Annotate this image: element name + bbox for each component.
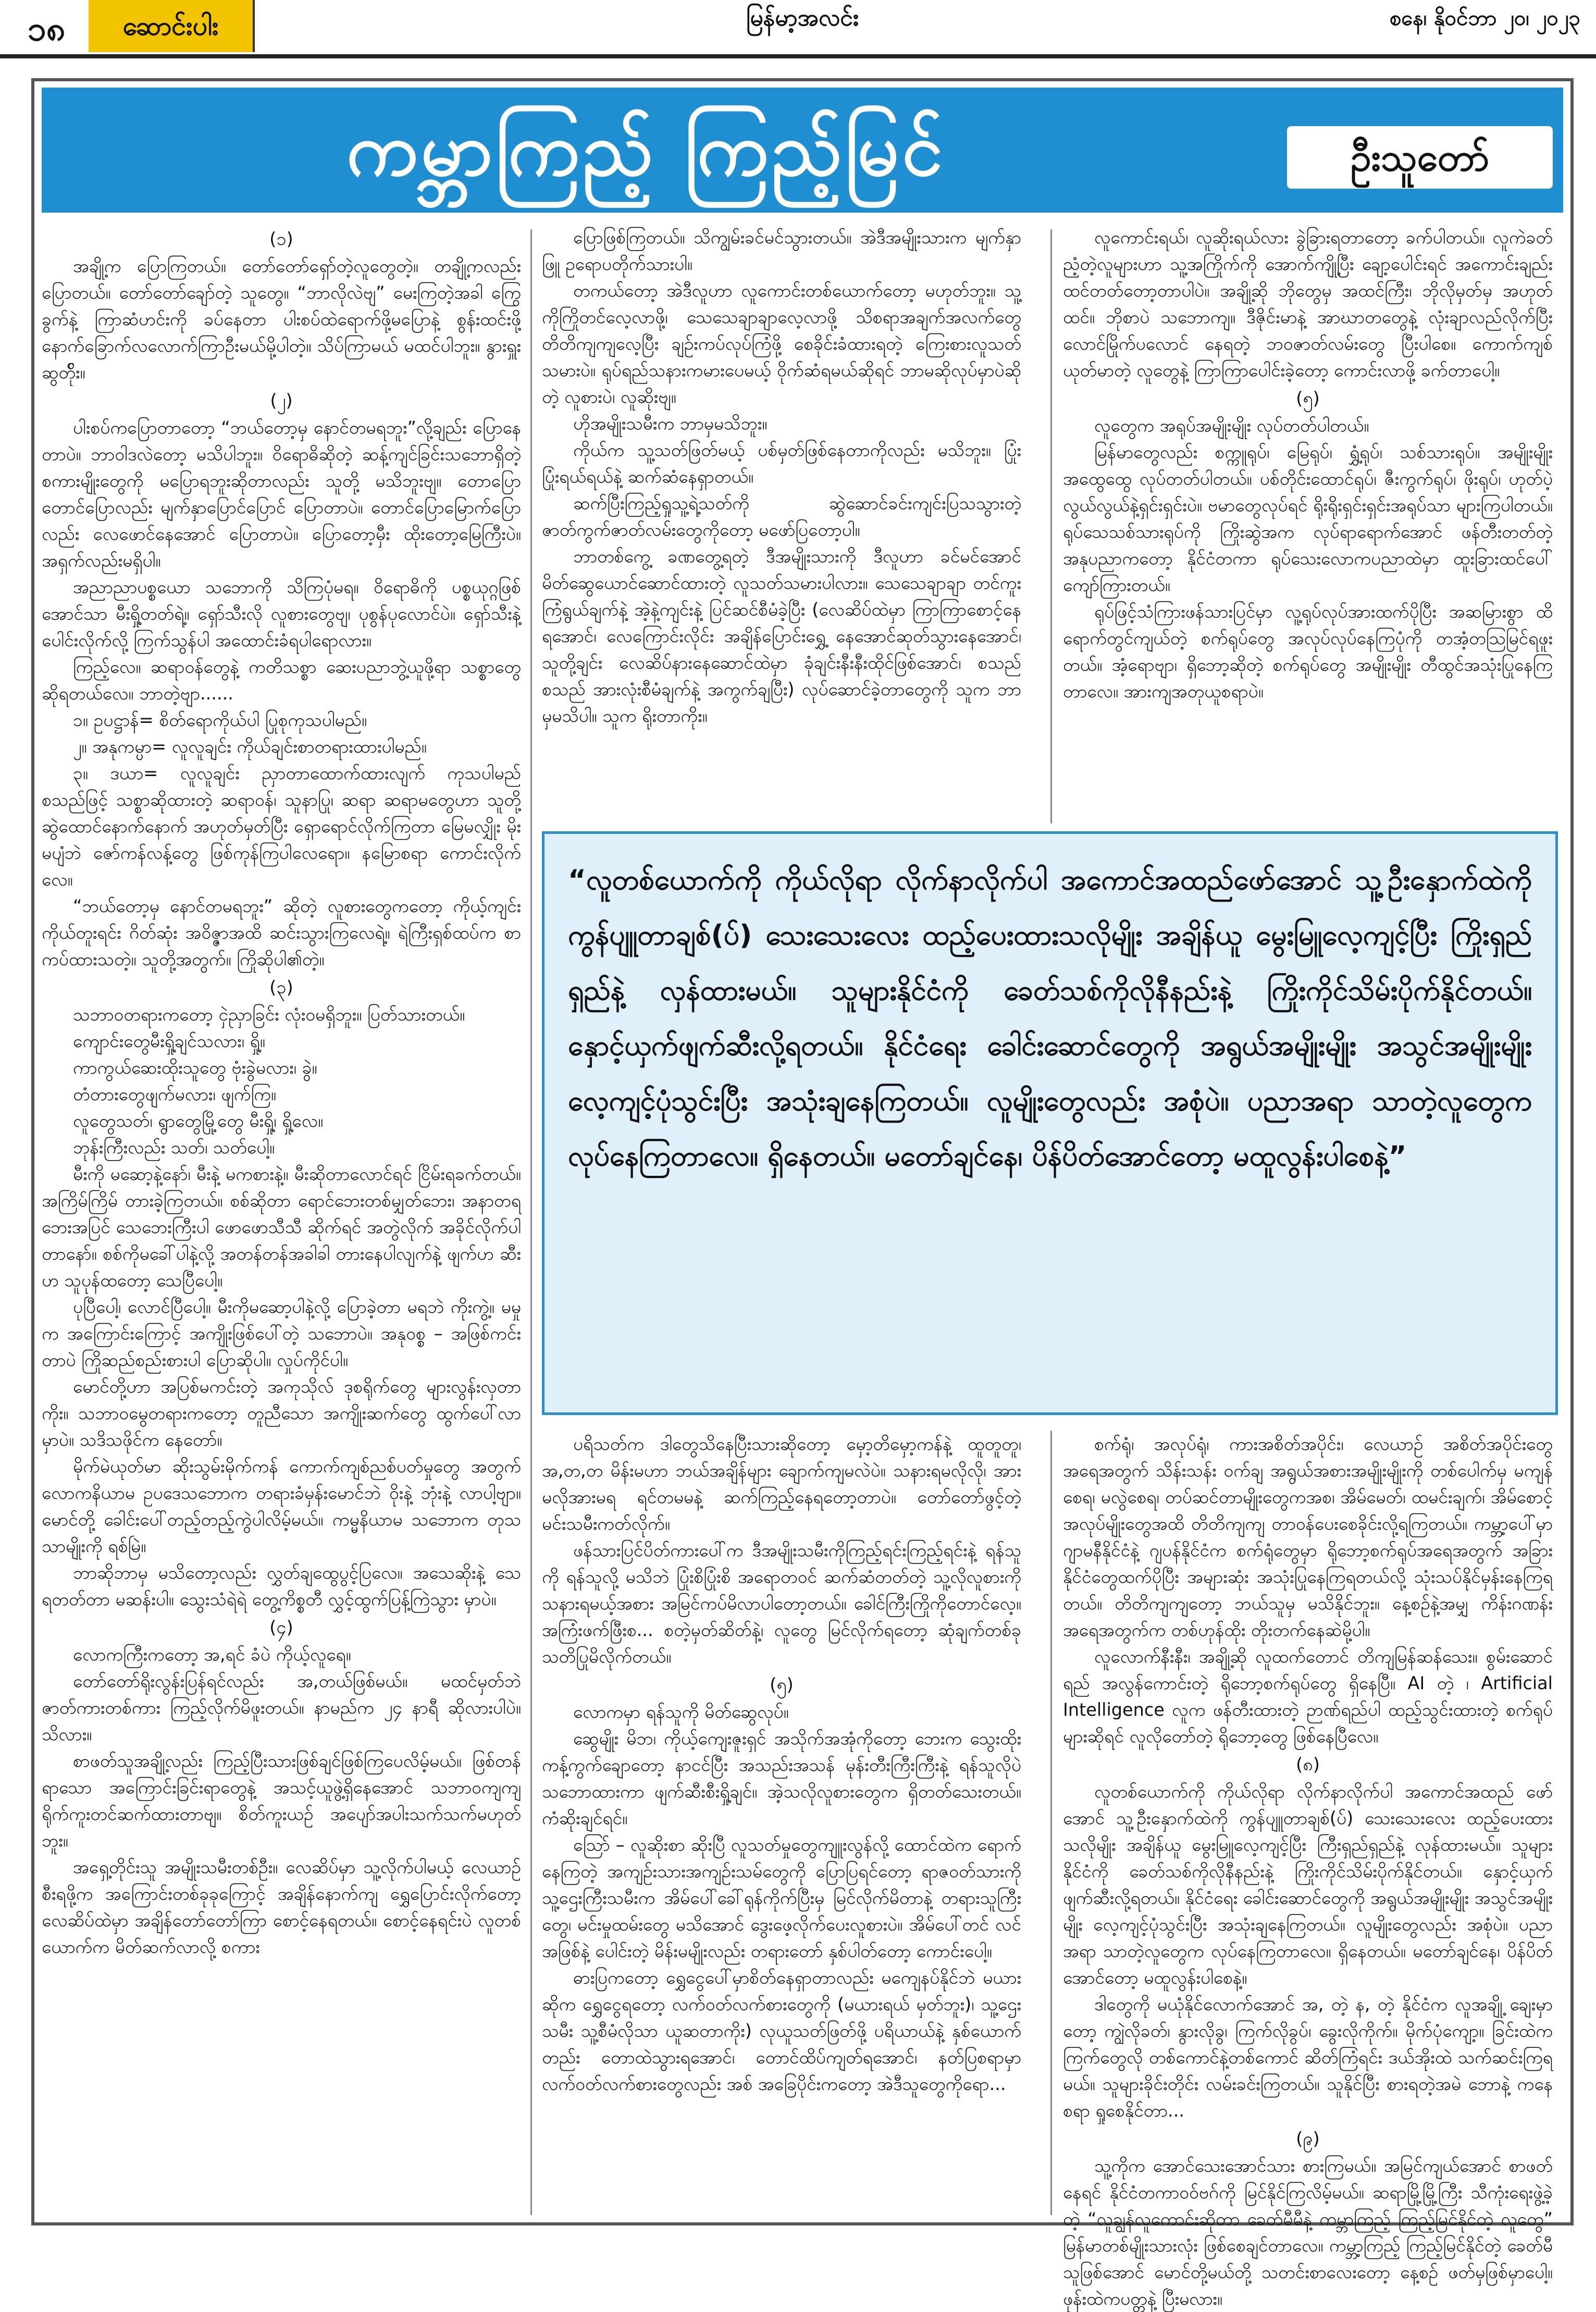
issue-date: စနေ၊ နိုဝင်ဘာ ၂၀၊ ၂၀၂၃ (1389, 6, 1580, 30)
paragraph: လူလောက်နီးနီး၊ အချို့ဆို လူထက်တောင် တိကျမြန်ဆန်သေး။ စွမ်းဆောင်ရည် အလွန်ကောင်းတဲ့ ရိုဘော့စက်ရုပ်တွေ ရှိနေပြီ။ AI တဲ့ ၊ Artificial Intelligence လူက ဖန်တီးထားတဲ့ ဉာဏ်ရည်ပါ ထည့်သွင်းထားတဲ့ စက်ရုပ်များဆိုရင် လူလိုတော်တဲ့ ရိုဘော့တွေ ဖြစ်နေပြီလေ။ (1063, 1646, 1553, 1747)
section-number: (၁) (269, 229, 293, 250)
paragraph: လူတစ်ယောက်ကို ကိုယ်လိုရာ လိုက်နာလိုက်ပါ အကောင်အထည် ဖော်အောင် သူ့ဦးနှောက်ထဲကို ကွန်ပျူတာချစ်(ပ်) သေးသေးလေး ထည့်ပေးထားသလိုမျိုး အချိန်ယူ မွေးမြူလေ့ကျင့်ပြီး ကြီးရှည်ရှည်နဲ့ လုန်ထားမယ်။ သူများနိုင်ငံကို ခေတ်သစ်ကိုလိုနီနည်းနဲ့ ကြိုးကိုင်သိမ်းပိုက်နိုင်တယ်။ နှောင့်ယှက်ဖျက်ဆီးလို့ရတယ်။ နိုင်ငံရေး ခေါင်းဆောင်တွေကို အရွယ်အမျိုးမျိုး အသွင်အမျိုးမျိုး လေ့ကျင့်ပုံသွင်းပြီး အသုံးချနေကြတယ်။ လူမျိုးတွေလည်း အစုံပဲ။ ပညာအရာ သာတဲ့လူတွေက လုပ်နေကြတာလေ။ ရှိနေတယ်။ မတော်ချင်နေ၊ ပိန်ပိတ်အောင်တော့ မထူလွန်းပါစေနဲ့။ (1063, 1781, 1553, 1988)
section-number: (၅) (1296, 388, 1320, 409)
paragraph: မောင်တို့ဟာ အပြစ်မကင်းတဲ့ အကုသိုလ် ဒုစရိုက်တွေ များလွန်းလှတာကိုး။ သဘာဝမွေတရားကတော့ တူညီသော အကျိုးဆက်တွေ ထွက်ပေါ်လာမှာပဲ။ သဒိသဖိုင်က နေတော်။ (42, 1376, 521, 1450)
section-number: (၂) (270, 390, 293, 411)
paragraph: အညာညာပစ္စယော သဘောကို သိကြပုံမရ။ ဝိရောဓိကို ပစ္စယုဂ္ဂဖြစ်အောင်သာ မီးရှို့တတ်ရဲ့။ ရှော်သီးလို လူစားတွေဗျ၊ ပုစွန်ပုလောင်ပဲ။ ရှော်သီးနဲ့ ပေါင်းလိုက်လို့ ကြက်သွန်ပါ အထောင်းခံရပါရောလား။ (42, 577, 521, 650)
paragraph: တကယ်တော့ အဲဒီလူဟာ လူကောင်းတစ်ယောက်တော့ မဟုတ်ဘူး။ သူ့ကိုကြိုတင်လေ့လာဖို့၊ သေသေချာချာလေ့လာဖို့ သိစရာအချက်အလက်တွေ တိတိကျကျလေ့ပြီး ချဉ်းကပ်လုပ်ကြံဖို့ စေခိုင်းခံထားရတဲ့ ကြေးစားလူသတ်သမားပဲ။ ရုပ်ရည်သနားကမားပေမယ့် ဝိုက်ဆံရမယ်ဆိုရင် ဘာမဆိုလုပ်မှာပဲဆိုတဲ့ လူစားပဲ၊ လူဆိုးဗျ။ (542, 280, 1021, 407)
paragraph: အရှေ့တိုင်းသူ အမျိုးသမီးတစ်ဦး။ လေဆိပ်မှာ သူ့လိုက်ပါမယ့် လေယာဉ်စီးရဖို့က အကြောင်းတစ်ခုခုကြောင့် အချိန်နောက်ကျ ရွှေပြောင်းလိုက်တော့ လေဆိပ်ထဲမှာ အချိန်တော်တော်ကြာ စောင့်နေရတယ်။ စောင့်နေရင်းပဲ လူတစ်ယောက်က မိတ်ဆက်လာလို့ စကား (42, 1857, 521, 1957)
paragraph: ကြည့်လေ။ ဆရာဝန်တွေနဲ့ ကတိသစ္စာ ဆေးပညာဘွဲ့ယူဖို့ရာ သစ္စာတွေဆိုရတယ်လေ။ ဘာတဲ့ဗျာ...... (42, 657, 521, 704)
header-rule (0, 54, 1596, 58)
section-number: (၃) (269, 977, 293, 998)
column-divider (1050, 1431, 1052, 2215)
paragraph: ပါးစပ်ကပြောတာတော့ “ဘယ်တော့မှ နောင်တမရဘူး”လို့ချည်း ပြောနေတာပဲ။ ဘာဝါဒလဲတော့ မသိပါဘူး။ ဝိရောဓိဆိုတဲ့ ဆန့်ကျင်ခြင်းသဘောရှိတဲ့ စကားမျိုးတွေကို မပြောရဘူးဆိုတာလည်း သူတို့ မသိဘူးဗျ။ တောပြောတောင်ပြောလည်း မျက်နှာပြောင်ပြောင် ပြောတာပဲ။ တောင်ပြောမြောက်ပြောလည်း လေဖောင်နေအောင် ပြောတာပဲ။ ပြောတော့မှီး ထိုးတော့မြေကြီးပဲ။ အရှက်လည်းမရှိပါ။ (42, 417, 521, 571)
paragraph: ပြောဖြစ်ကြတယ်။ သိကျွမ်းခင်မင်သွားတယ်။ အဲဒီအမျိုးသားက မျက်နှာဖြူ ဥရောပတိုက်သားပါ။ (542, 227, 1021, 274)
paragraph: စာဖတ်သူအချို့လည်း ကြည့်ပြီးသားဖြစ်ချင်ဖြစ်ကြပေလိမ့်မယ်။ ဖြစ်တန်ရာသော အကြောင်းခြင်းရာတွေနဲ့ အသင့်ယူဖွဲ့ရှိနေအောင် သဘာဝကျကျ ရိုက်ကူးတင်ဆက်ထားတာဗျ။ စိတ်ကူးယဉ် အပျော်အပါးသက်သက်မဟုတ်ဘူး။ (42, 1751, 521, 1851)
paragraph: ကာကွယ်ဆေးထိုးသူတွေ ဗုံးခွဲမလား၊ ခွဲ။ (73, 1057, 317, 1078)
paragraph: ဘာတစ်ကွေ့ ခဏတွေ့ရတဲ့ ဒီအမျိုးသားကို ဒီလူဟာ ခင်မင်အောင် မိတ်ဆွေယောင်ဆောင်ထားတဲ့ လူသတ်သမားပါလား။ သေသေချာချာ တင်ကူးကြံရွယ်ချက်နဲ့ အဲ့နဲ့ကျင်းနဲ့ ပြင်ဆင်စီမံခဲ့ပြီး (လေဆိပ်ထဲမှာ ကြာကြာစောင့်နေရအောင်၊ လေကြောင်းလိုင်း အချိန်ပြောင်းရွှေ့ နေအောင်ဆုတ်သွားနေအောင်၊ သူတို့ချင်း လေဆိပ်နားနေဆောင်ထဲမှာ ခုံချင်းနီးနီးထိုင်ဖြစ်အောင်၊ စသည်စသည် အားလုံးစီမံချက်နဲ့ အကွက်ချပြီး) လုပ်ဆောင်ခဲ့တာတွေကို သူက ဘာမှမသိပါ။ သူက ရိုးတာကိုး။ (542, 546, 1021, 726)
paragraph: မိုက်မဲယုတ်မာ ဆိုးသွမ်းမိုက်ကန် ကောက်ကျစ်ညစ်ပတ်မှုတွေ အတွက် လောကနိယာမ ဥပဒေသဘောက တရားခံမှန်းမောင်ဘဲ ဝိုးနဲ့ ဘုံးနဲ့ လာပါ့ဗျာ။ မောင်တို့ ခေါင်းပေါ်တည့်တည့်ကွဲပါလိမ့်မယ်။ ကမ္မနိယာမ သဘောက တုသသာမျိုးကို ရစ်မြဲ။ (42, 1456, 521, 1556)
article-column-1 (42, 224, 521, 2220)
newspaper-name: မြန်မာ့အလင်း (746, 5, 859, 31)
paragraph: ၁။ ဥပဋ္ဌာန်= စိတ်ရောကိုယ်ပါ ပြုစုကုသပါမည်။ (73, 710, 367, 730)
section-label: ဆောင်းပါး (89, 0, 255, 52)
paragraph: ၂။ အနုကမ္ပာ= လူလူချင်း ကိုယ်ချင်းစာတရားထားပါမည်။ (73, 736, 427, 757)
paragraph: မြန်မာတွေလည်း စက္ကူရုပ်၊ မြေရုပ်၊ ရွှံ့ရုပ်၊ သစ်သားရုပ်။ အမျိုးမျိုး အထွေထွေ လုပ်တတ်ပါတယ်။ ပစ်တိုင်းထောင်ရုပ်၊ ဇီးကွက်ရုပ်၊ ဖိုးရုပ်၊ ဟုတ်ပဲ့ လွယ်လွယ်နဲ့ရှင်းရှင်းပဲ။ ဗမာတွေလုပ်ရင် ရိုးရိုးရှင်းရှင်းအရုပ်သာ များကြပါတယ်။ ရုပ်သေသစ်သားရုပ်ကို ကြိုးဆွဲအက လုပ်ရာရောက်အောင် ဖန်တီးတတ်တဲ့ အနုပညာကတော့ နိုင်ငံတကာ ရုပ်သေးလောကပညာထဲမှာ ထူးခြားထင်ပေါ်ကျော်ကြားတယ်။ (1063, 442, 1553, 595)
author-byline: ဦးသူတော် (1287, 126, 1553, 189)
paragraph: ဆက်ပြီးကြည့်ရှုသူ့ရဲ့သတ်ကို ဆွဲဆောင်ခင်းကျင်းပြသသွားတဲ့ ဇာတ်ကွက်ဇာတ်လမ်းတွေကိုတော့ မဖော်ပြတော့ပါ။ (542, 493, 1021, 540)
section-number: (၈) (1296, 1754, 1320, 1775)
page-number: ၁၈ (27, 10, 66, 48)
paragraph: ဘာဆိုဘာမှ မသိတော့လည်း လွှတ်ချထွေပွင့်ပြလေ။ အသေဆိုးနဲ့ သေရတတ်တာ မဆန်းပါ။ သွေးသံရဲရဲ တွေ့ကိစ္စတီ လွှင့်ထွက်ပြန့်ကြဲသွား မှာပဲ။ (42, 1563, 521, 1609)
paragraph: စက်ရုံ၊ အလုပ်ရုံ၊ ကားအစိတ်အပိုင်း၊ လေယာဉ် အစိတ်အပိုင်းတွေ အရေအတွက် သိန်းသန်း ဝက်ချ အရွယ်အစားအမျိုးမျိုးကို တစ်ပေါက်မှ မကျန်စေရ၊ မလွဲစေရ၊ တပ်ဆင်တာမျိုးတွေကအစ၊ အိမ်မေတ်၊ ထမင်းချက်၊ အိမ်စောင့် အလုပ်မျိုးတွေအထိ တိတိကျကျ တာဝန်ပေးစေခိုင်းလို့ရကြတယ်။ ကမ္ဘာ့ပေါ်မှာ ဂျာမနီနိုင်ငံနဲ့ ဂျပန်နိုင်ငံက စက်ရုံတွေမှာ ရိုဘော့စက်ရုပ်အရေအတွက် အခြားနိုင်ငံတွေထက်ပိုပြီး အများဆုံး အသုံးပြုနေကြရတယ်လို့ သုံးသပ်နိုင်မှန်းနေကြရတယ်။ တိတိကျကျတော့ ဘယ်သူမှ မသိနိုင်ဘူး။ နေ့စဉ်နဲ့အမျှ ကိန်းဂဏန်း အရေအတွက်က တစ်ဟုန်ထိုး တိုးတက်နေဆဲမို့ပါ။ (1063, 1434, 1553, 1640)
paragraph: ရုပ်ဖြင့်သံကြားဖန်သားပြင်မှာ လူ့ရုပ်လုပ်အားထက်ပိုပြီး အဆမြားစွာ ထိရောက်တွင်ကျယ်တဲ့ စက်ရုပ်တွေ အလုပ်လုပ်နေကြပုံကို တအံ့တသြမြင်ရဖူးတယ်။ အံ့ရောဗျာ၊ ရှိဘော့ဆိုတဲ့ စက်ရုပ်တွေ အမျိုးမျိုး တီထွင်အသုံးပြုနေကြတာလေ။ အားကျအတုယူစရာပဲ။ (1063, 601, 1553, 702)
paragraph: “ဘယ်တော့မှ နောင်တမရဘူး” ဆိုတဲ့ လူစားတွေကတော့ ကိုယ့်ကျင်းကိုယ်တူးရင်း ဂိတ်ဆုံး အဝိဇ္ဇာအထိ ဆင်းသွားကြလေရဲ့။ ရဲကြီးရှစ်ထပ်က စာကပ်ထားသတဲ့။ သူတို့အတွက်။ ကြိုဆိုပါ၏တဲ့။ (42, 896, 521, 969)
pull-quote: “လူတစ်ယောက်ကို ကိုယ်လိုရာ လိုက်နာလိုက်ပါ အကောင်အထည်ဖော်အောင် သူ့ဦးနှောက်ထဲကို ကွန်ပျူတာချစ်(ပ်) သေးသေးလေး ထည့်ပေးထားသလိုမျိုး အချိန်ယူ မွေးမြူလေ့ကျင့်ပြီး ကြိုးရှည်ရှည်နဲ့ လှန်ထားမယ်။ သူများနိုင်ငံကို ခေတ်သစ်ကိုလိုနီနည်းနဲ့ ကြိုးကိုင်သိမ်းပိုက်နိုင်တယ်။ နှောင့်ယှက်ဖျက်ဆီးလို့ရတယ်။ နိုင်ငံရေး ခေါင်းဆောင်တွေကို အရွယ်အမျိုးမျိုး အသွင်အမျိုးမျိုး လေ့ကျင့်ပုံသွင်းပြီး အသုံးချနေကြတယ်။ လူမျိုးတွေလည်း အစုံပဲ။ ပညာအရာ သာတဲ့လူတွေက လုပ်နေကြတာလေ။ ရှိနေတယ်။ မတော်ချင်နေ၊ ပိန်ပိတ်အောင်တော့ မထူလွန်းပါစေနဲ့” (568, 864, 1532, 1172)
paragraph: ဘုန်းကြီးလည်း သတ်၊ သတ်ပေါ့။ (73, 1137, 275, 1158)
paragraph: ပရိသတ်က ဒါတွေသိနေပြီးသားဆိုတော့ မှော့တိမှော့ကန်နဲ့ ထူတူတူ၊ အ,တ,တ မိန်းမဟာ ဘယ်အချိန်များ ချောက်ကျမလဲပဲ။ သနားရမလိုလို၊ အားမလိုအားမရ ရင်တမမနဲ့ ဆက်ကြည့်နေရတော့တာပဲ။ တော်တော်ဖွင့်တဲ့ မင်းသမီးကတ်လိုက်။ (542, 1434, 1021, 1534)
paragraph: လူတွေသတ်၊ ရွာတွေမြို့တွေ မီးရှို့၊ ရှို့လေ။ (73, 1111, 324, 1131)
page-header (0, 0, 1596, 58)
paragraph: လောကမှာ ရန်သူကို မိတ်ဆွေလုပ်။ (573, 1702, 789, 1722)
paragraph: ဩော် – လူဆိုးစာ ဆိုးပြီ လူသတ်မှုတွေကျူးလွန်လို့ ထောင်ထဲက ရောက်နေကြတဲ့ အကျဉ်းသားအကျဉ်းသမ်တွေကို ပြောပြရင်တော့ ရာဇဝတ်သားကို သူ့ဌေးကြီးသမီးက အိမ်ပေါ်ခေါ်ရုန်ကိုက်ပြီးမှ မြင်လိုက်မိတာနဲ့ တရားသူကြီးတွေ၊ မင်းမှုထမ်းတွေ မသိအောင် ဒွေးဖေ့လိုက်ပေးလူစားပဲ။ အိမ်ပေါ်တင် လင်အဖြစ်နဲ့ ပေါင်းတဲ့ မိန်းမမျိုးလည်း တရားတော် နှစ်ပါတ်တော့ ကောင်းပေါ့။ (542, 1835, 1021, 1961)
paragraph: သဘာဝတရားကတော့ ငှဲညှာခြင်း လုံးဝမရှိဘူး။ ပြတ်သားတယ်။ (73, 1004, 465, 1025)
paragraph: ၃။ ဒယာ= လူလူချင်း ညှာတာထောက်ထားလျက် ကုသပါမည် စသည်ဖြင့် သစ္စာဆိုထားတဲ့ ဆရာဝန်၊ သူနာပြု၊ ဆရာ ဆရာမတွေဟာ သူတို့ဆွဲထောင်နောက်နောက် အဟုတ်မှတ်ပြီး ရှောရောင်လိုက်ကြတာ မြေမလျှိုး မိုးမပျံဘဲ ဇော်ကန်လန့်တွေ ဖြစ်ကုန်ကြပါလေရော။ နမြောစရာ ကောင်းလိုက်လေ။ (42, 763, 521, 890)
paragraph: ကျောင်းတွေမီးရှို့ချင်သလား၊ ရှို့။ (73, 1031, 265, 1051)
paragraph: မီးကို မဆော့နဲ့နော်၊ မီးနဲ့ မကစားနဲ့။ မီးဆိုတာလောင်ရင် ငြိမ်းရခက်တယ်။ အကြိမ်ကြိမ် တားခဲ့ကြတယ်။ စစ်ဆိုတာ ရောင်ဘေးတစ်မျှတ်ဘေး၊ အနာတရဘေးအပြင် သေဘေးကြီးပါ ဖောဖောသီသီ ဆိုက်ရင် အတွဲလိုက် အခိုင်လိုက်ပါတာနော်။ စစ်ကိုမခေါ်ပါနဲ့လို့ အတန်တန်အခါခါ တားနေပါလျက်နဲ့ ဖျက်ဟ ဆီးဟ သူပုန်ထတော့ သေပြီပေါ့။ (42, 1164, 521, 1290)
paragraph: ဆွေမျိုး မိဘ၊ ကိုယ့်ကျေးဇူးရှင် အသိုက်အအုံကိုတော့ ဘေးက သွေးထိုးကန့်ကွက်ချောတော့ နာငင်ပြီး အသည်းအသန် မုန်းတီးကြီးကြီးနဲ့ ရန်သူလိုပဲ သဘောထားကာ ဖျက်ဆီးစီးရှို့ချင်။ အဲ့သလိုလူစားတွေက ရှိတတ်သေးတယ်။ ကံဆိုးချင်ရင်။ (542, 1728, 1021, 1828)
paragraph: အချို့က ပြောကြတယ်။ တော်တော်ရှော်တဲ့လူတွေတဲ့။ တချို့ကလည်း ပြောတယ်။ တော်တော်ချော်တဲ့ သူတွေ။ “ဘာလိုလဲဗျ” မေးကြတဲ့အခါ ကြွေခွက်နဲ့ ကြာဆံဟင်းကို ခပ်နေတာ ပါးစပ်ထဲရောက်ဖို့မပြောနဲ့ စွန်းထင်းဖို့ နောက်ခြောက်လလောက်ကြာဦးမယ်မို့ပါတဲ့။ သိပ်ကြာမယ် မထင်ပါဘူး။ နွားရှူးဆွတ်ိုး။ (42, 256, 521, 383)
paragraph: တံတားတွေဖျက်မလား၊ ဖျက်ကြ။ (73, 1084, 277, 1104)
paragraph: ကိုယ်က သူ့သတ်ဖြတ်မယ့် ပစ်မှတ်ဖြစ်နေတာကိုလည်း မသိဘူး။ ပြုံးပြုံးရယ်ရယ်နဲ့ ဆက်ဆံနေရှာတယ်။ (542, 440, 1021, 487)
paragraph: ဖန်သားပြင်ပိတ်ကားပေါ်က ဒီအမျိုးသမီးကိုကြည့်ရင်းကြည့်ရင်းနဲ့ ရန်သူကို ရန်သူလို့ မသိဘဲ ပြုံးစိပြုံးစိ အရောတဝင် ဆက်ဆံတတ်တဲ့ သူ့လိုလူစားကို သနားရမယ့်အစား အမြင်ကပ်မိလာပါတော့တယ်။ ခေါင်ကြီးကြိုကိုတောင်လေ့။ အကြံးဖက်ဖြီးစ... စတဲ့မှတ်ဆိတ်နဲ့၊ လူတွေ မြင်လိုက်ရတော့ ဆုံချက်တစ်ခု သတိပြုမိလိုက်တယ်။ (542, 1540, 1021, 1667)
article-column-3-bottom (1063, 1431, 1553, 2309)
paragraph: တော်တော်ရိုးလွန်းပြန်ရင်လည်း အ,တယ်ဖြစ်မယ်။ မထင်မှတ်ဘဲ ဇာတ်ကားတစ်ကား ကြည့်လိုက်မိဖူးတယ်။ နာမည်က ၂၄ နာရီ ဆိုလားပါပဲ။ သိလား။ (42, 1671, 521, 1744)
article-column-2-top (542, 224, 1021, 823)
title-banner (42, 88, 1563, 213)
pull-quote-box (542, 831, 1558, 1415)
section-number: (၅) (770, 1675, 794, 1695)
section-number: (၄) (269, 1617, 293, 1638)
paragraph: ဟိုအမျိုးသမီးက ဘာမှမသိဘူး။ (573, 413, 768, 434)
paragraph: ဒါတွေကို မယုံနိုင်လောက်အောင် အ, တဲ့ န, တဲ့ နိုင်ငံက လူအချို့ ချေးမှာတော့ ကျွဲလိုခတ်၊ နွားလိုခွ၊ ကြက်လိုခွပ်၊ ခွေးလိုကိုက်။ မိုက်ပုံကျော့။ ခြင်းထဲကကြက်တွေလို တစ်ကောင်နဲ့တစ်ကောင် ဆိတ်ကြံရင်း ဒယ်အိုးထဲ သက်ဆင်းကြရမယ်။ သူများခိုင်းတိုင်း လမ်းခင်းကြတယ်။ သူနိုင်ပြီး စားရတဲ့အမဲ ဘောနဲ့ ကနေစရာ ရှုစေနိုင်တာ... (1063, 1994, 1553, 2121)
paragraph: လူကောင်းရယ်၊ လူဆိုးရယ်လား ခွဲခြားရတာတော့ ခက်ပါတယ်။ လူကဲခတ်ညံ့တဲ့လူများဟာ သူ့အကြိုက်ကို အောက်ကျို့ပြီး ချော့ပေါင်းရင် အကောင်းချည်း ထင်တတ်တော့တာပါပဲ။ အချို့ဆို ဘိုတွေမှ အထင်ကြီး၊ ဘိုလိုမှတ်မှ အဟုတ်ထင်။ ဘိုစာပဲ သဘောကျ။ ဒီဇိုင်းမာနဲ့ အာဃာတတွေနဲ့ လုံးချာလည်လိုက်ပြီး လောင်မြိုက်ပလောင် နေရတဲ့ ဘဝဇာတ်လမ်းတွေ ပြီးပါစေ။ ကောက်ကျစ်ယုတ်မာတဲ့ လူတွေနဲ့ ကြာကြာပေါင်းခဲ့တော့ ကောင်းလာဖို့ ခက်တာပေါ့။ (1063, 227, 1553, 380)
paragraph: ပုပြီပေါ့၊ လောင်ပြီပေါ့။ မီးကိုမဆော့ပါနဲ့လို့ ပြောခဲ့တာ မရဘဲ ကိုးကွဲ့။ မမှုက အကြောင်းကြောင့် အကျိုးဖြစ်ပေါ်တဲ့ သဘောပဲ။ အနုဝစ္စ – အဖြစ်ကင်းတာပဲ ကြိုဆည်စည်းစားပါ ပြောဆိုပါ။ လှုပ်ကိုင်ပါ။ (42, 1297, 521, 1370)
paragraph: ဓားပြကတော့ ရွှေငွေပေါ်မှာစိတ်နေရှာတာလည်း မကျေနပ်နိုင်ဘဲ မယားဆိုက ရွှေငွေရတော့ လက်ဝတ်လက်စားတွေကို (မယားရယ် မှတ်ဘူး)၊ သူ့ဌေးသမီး သူ့စီမံလိုသာ ယူဆတာကိုး) လုယူသတ်ဖြတ်ဖို့ ပရိယာယ်နဲ့ နှစ်ယောက်တည်း တောထဲသွားရအောင်၊ တောင်ထိပ်ကျတ်ရအောင်၊ နတ်ပြစရာမှာ လက်ဝတ်လက်စားတွေလည်း အစ် အခြေပိုင်းကတော့ အဲဒီသူတွေကိုရော... (542, 1967, 1021, 2094)
article-column-2-bottom (542, 1431, 1021, 2223)
paragraph: သူ့ကိုက အောင်သေးအောင်သား စားကြမယ်။ အမြင်ကျယ်အောင် စာဖတ်နေရင် နိုင်ငံတကာဝဝ်ဗဂ်ကို မြင်နိုင်ကြလိမ့်မယ်။ ဆရာမြို့မြို့ကြီး သီကုံးရေးဖွဲ့ခဲ့တဲ့ “လူချွန်လူကောင်းဆိုတာ ခေတ်မီမီနဲ့ ကမ္ဘာကြည့် ကြည့်မြင်နိုင်တဲ့ လူတွေ” မြန်မာတစ်မျိုးသားလုံး ဖြစ်စေချင်တာလေ။ ကမ္ဘာ့ကြည့် ကြည့်မြင်နိုင်တဲ့ ခေတ်မီသူဖြစ်အောင် မောင်တို့မယ်တို့ သတင်းစာလေးတော့ နေ့စဉ် ဖတ်မှဖြစ်မှာပေါ့။ ဖုန်းထဲကပတ္တနဲ့ ပြီးမလား။ (1063, 2156, 1553, 2309)
section-number: (၉) (1296, 2129, 1320, 2149)
article-title: ကမ္ဘာကြည့် ကြည့်မြင် (346, 107, 946, 192)
article-column-3-top (1063, 224, 1553, 823)
paragraph: လောကကြီးကတော့ အ,ရင် ခံပဲ ကိုယ့်လူရေ။ (73, 1644, 351, 1665)
paragraph: လူတွေက အရုပ်အမျိုးမျိုး လုပ်တတ်ပါတယ်။ (1094, 415, 1369, 436)
column-divider (1050, 229, 1052, 823)
column-divider (530, 229, 532, 2215)
